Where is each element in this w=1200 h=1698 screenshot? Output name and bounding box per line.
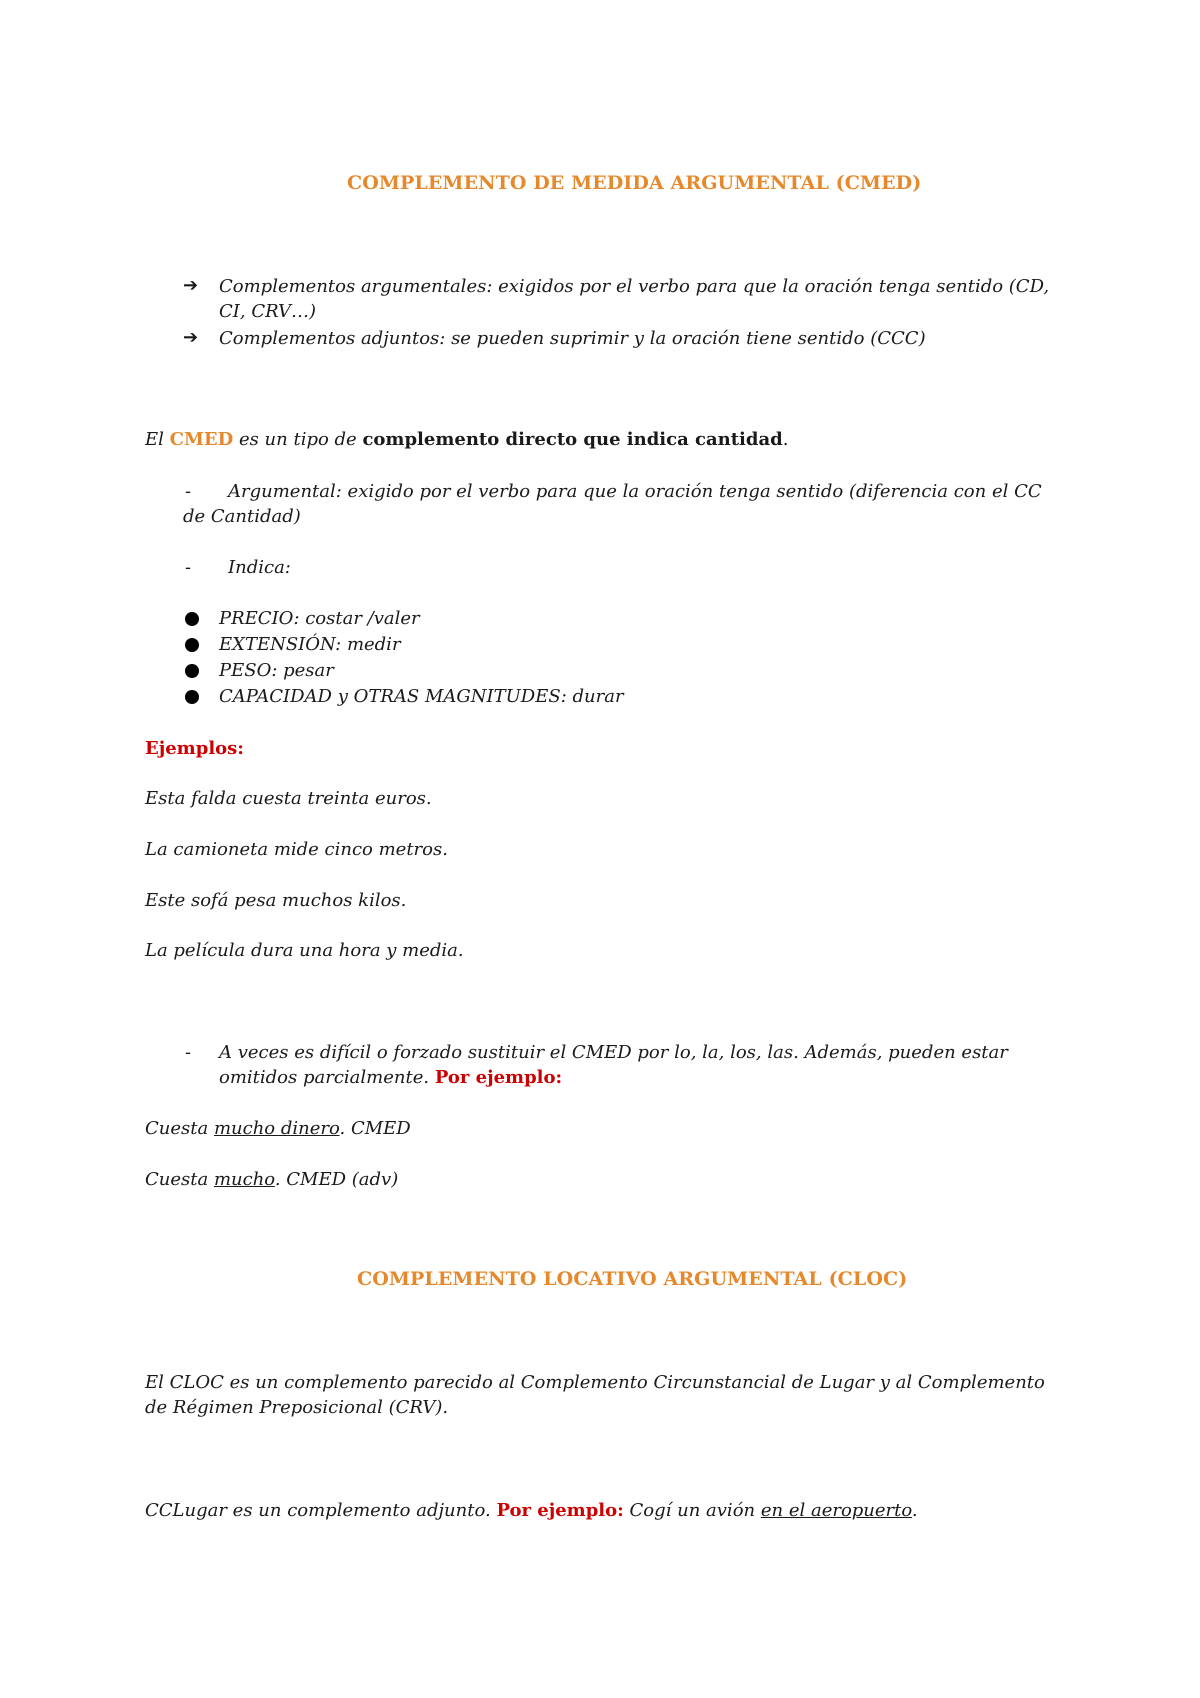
bullet-capacidad: CAPACIDAD y OTRAS MAGNITUDES: durar (219, 686, 624, 707)
arrow-icon: ➔ (183, 327, 199, 348)
indica-label: Indica: (228, 557, 291, 578)
sustituir-line2: omitidos parcialmente. Por ejemplo: (219, 1067, 563, 1088)
example-1: Esta falda cuesta treinta euros. (145, 788, 432, 809)
example-4: La película dura una hora y media. (145, 940, 464, 961)
cloc-definition-line2: de Régimen Preposicional (CRV). (145, 1397, 449, 1418)
ejemplos-heading: Ejemplos: (145, 738, 244, 759)
bullet-precio: PRECIO: costar /valer (219, 608, 420, 629)
bullet-extension: EXTENSIÓN: medir (219, 634, 401, 655)
argumental-line1: Argumental: exigido por el verbo para que la oración tenga sentido (diferencia con el CC (228, 481, 1042, 502)
dash-marker: - (185, 1042, 192, 1063)
arrow-item-1-line1: Complementos argumentales: exigidos por el verbo para que la oración tenga sentido (CD, (219, 276, 1050, 297)
bullet-peso: PESO: pesar (219, 660, 334, 681)
example-3: Este sofá pesa muchos kilos. (145, 890, 407, 911)
por-ejemplo-label: Por ejemplo: (496, 1500, 624, 1521)
cmed-term: CMED (169, 429, 234, 450)
section-title-cloc: COMPLEMENTO LOCATIVO ARGUMENTAL (CLOC) (357, 1268, 908, 1290)
sustituir-line1: A veces es difícil o forzado sustituir el CMED por lo, la, los, las. Además, pueden estar (219, 1042, 1008, 1063)
arrow-icon: ➔ (183, 275, 199, 296)
bullet-dot-icon (185, 638, 199, 652)
bullet-dot-icon (185, 612, 199, 626)
example-cuesta-dinero: Cuesta mucho dinero. CMED (145, 1118, 411, 1139)
argumental-line2: de Cantidad) (183, 506, 301, 527)
dash-marker: - (185, 481, 192, 502)
por-ejemplo-label: Por ejemplo: (434, 1067, 563, 1088)
dash-marker: - (185, 557, 192, 578)
cmed-definition: El CMED es un tipo de complemento directo que indica cantidad. (145, 429, 789, 450)
arrow-item-1-line2: CI, CRV…) (219, 301, 317, 322)
example-2: La camioneta mide cinco metros. (145, 839, 448, 860)
example-cuesta-mucho: Cuesta mucho. CMED (adv) (145, 1169, 399, 1190)
bullet-dot-icon (185, 664, 199, 678)
cloc-definition-line1: El CLOC es un complemento parecido al Complemento Circunstancial de Lugar y al Complemento (145, 1372, 1045, 1393)
section-title-cmed: COMPLEMENTO DE MEDIDA ARGUMENTAL (CMED) (347, 172, 922, 194)
cclugar-line: CCLugar es un complemento adjunto. Por ejemplo: Cogí un avión en el aeropuerto. (145, 1500, 918, 1521)
bullet-dot-icon (185, 690, 199, 704)
arrow-item-2: Complementos adjuntos: se pueden suprimir y la oración tiene sentido (CCC) (219, 328, 926, 349)
